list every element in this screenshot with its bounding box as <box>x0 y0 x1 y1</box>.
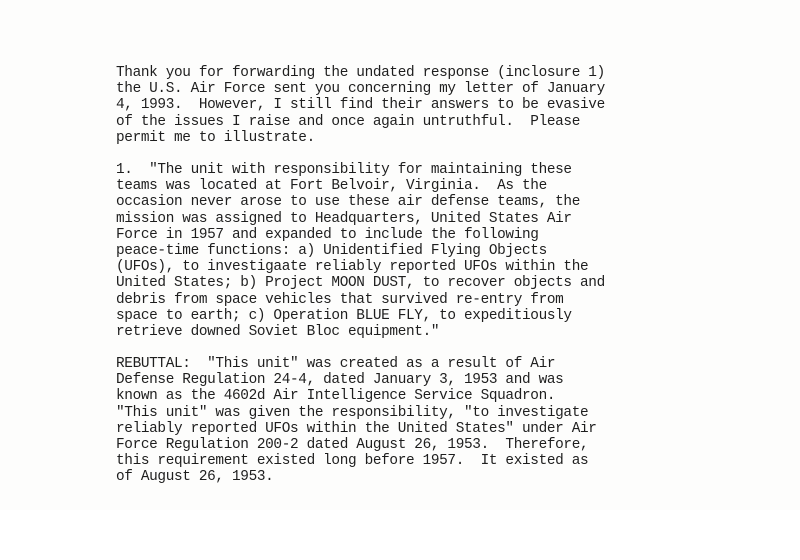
rebuttal-paragraph: REBUTTAL: "This unit" was created as a result of Air Defense Regulation 24-4, dated January 3, 1953 and was known as the 4602d Air Intelligence Service Squadron. "This unit" was given the responsibility, "to investigate reliably reported UFOs within the United States" under Air Force Regulation 200-2 dated August 26, 1953. Therefore, this requirement existed long before 1957. It existed as of August 26, 1953. <box>116 356 597 486</box>
bottom-margin <box>0 510 800 560</box>
item-1-paragraph: 1. "The unit with responsibility for maintaining these teams was located at Fort Belvoir, Virginia. As the occasion never arose to use these air defense teams, the mission was assigned to Headquarters, United States Air Force in 1957 and expanded to include the following peace-time functions: a) Unidentified Flying Objects (UFOs), to investigaate reliably reported UFOs within the United States; b) Project MOON DUST, to recover objects and debris from space vehicles that survived re-entry from space to earth; c) Operation BLUE FLY, to expeditiously retrieve downed Soviet Bloc equipment." <box>116 162 605 341</box>
intro-paragraph: Thank you for forwarding the undated response (inclosure 1) the U.S. Air Force sent you concerning my letter of January 4, 1993. However, I still find their answers to be evasive of the issues I raise and once again untruthful. Please permit me to illustrate. <box>116 65 605 146</box>
